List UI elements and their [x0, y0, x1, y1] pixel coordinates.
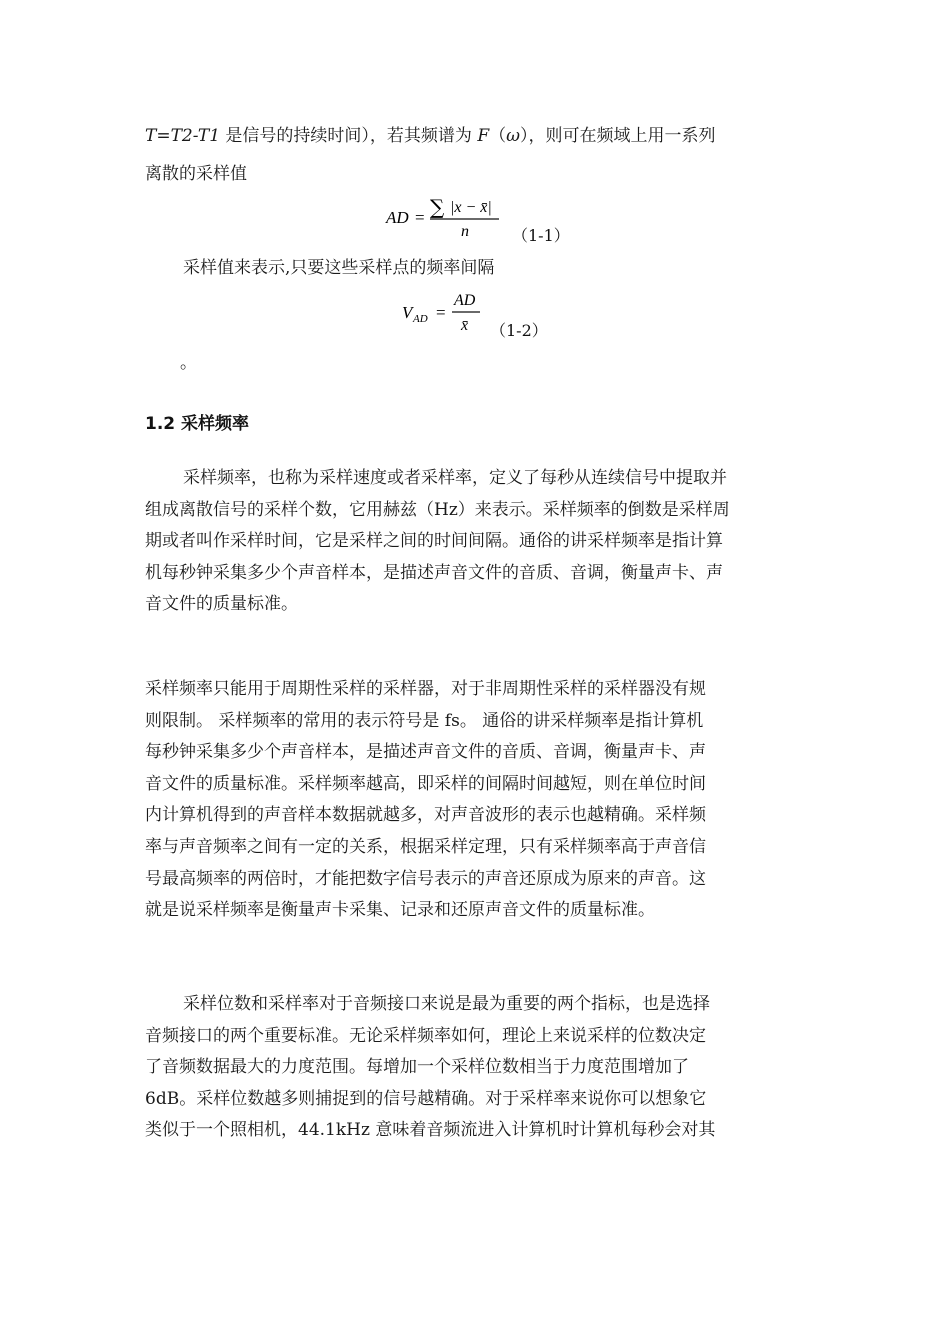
formula2-denominator: x̄: [461, 317, 469, 334]
formula2-numerator: AD: [454, 292, 476, 309]
formula-1-1: [382, 193, 512, 241]
paragraph-line: 期或者叫作采样时间，它是采样之间的时间间隔。通俗的讲采样频率是指计算: [145, 531, 723, 552]
paragraph-line: 每秒钟采集多少个声音样本，是描述声音文件的音质、音调，衡量声卡、声: [145, 742, 706, 763]
omega-symbol: ω: [506, 126, 521, 146]
intro-line-2: 离散的采样值: [145, 164, 247, 184]
formula2-eq: =: [436, 303, 446, 322]
paragraph-line: 内计算机得到的声音样本数据就越多，对声音波形的表示也越精确。采样频: [145, 805, 706, 826]
intro-line-1: [145, 126, 716, 146]
intro-text-rest: ），则可在频域上用一系列: [520, 126, 716, 146]
formula-1-2: [398, 286, 498, 338]
intro-text-mid: 是信号的持续时间），若其频谱为: [220, 126, 478, 146]
paragraph-line: 采样频率，也称为采样速度或者采样率，定义了每秒从连续信号中提取并: [183, 468, 727, 488]
paragraph-line: 采样频率只能用于周期性采样的采样器，对于非周期性采样的采样器没有规: [145, 679, 706, 699]
paragraph-line: 号最高频率的两倍时，才能把数字信号表示的声音还原成为原来的声音。这: [145, 868, 706, 889]
formula2-lhs-subscript: AD: [413, 313, 428, 325]
paragraph-line: 音文件的质量标准。采样频率越高，即采样的间隔时间越短，则在单位时间: [145, 773, 706, 794]
paragraph-line: 机每秒钟采集多少个声音样本，是描述声音文件的音质、音调，衡量声卡、声: [145, 562, 723, 583]
paragraph-line: 采样位数和采样率对于音频接口来说是最为重要的两个指标，也是选择: [183, 994, 710, 1014]
formula2-number: （1-2）: [490, 321, 548, 340]
formula2-lhs: V: [402, 303, 413, 322]
period-mark: 。: [180, 353, 197, 373]
paragraph-line: 了音频数据最大的力度范围。每增加一个采样位数相当于力度范围增加了: [145, 1057, 689, 1078]
paragraph-line: 音文件的质量标准。: [145, 594, 298, 615]
duration-expression: T=T2-T1: [145, 126, 221, 146]
spectrum-symbol: F: [477, 126, 490, 146]
paragraph-3: [145, 989, 810, 1147]
intro-paren: （: [489, 126, 507, 146]
mid-text-line: 采样值来表示,只要这些采样点的频率间隔: [183, 258, 495, 278]
paragraph-line: 就是说采样频率是衡量声卡采集、记录和还原声音文件的质量标准。: [145, 900, 655, 921]
formula1-eq: =: [415, 208, 425, 227]
paragraph-line: 则限制。 采样频率的常用的表示符号是 fs。 通俗的讲采样频率是指计算机: [145, 710, 704, 731]
paragraph-line: 组成离散信号的采样个数，它用赫兹（Hz）来表示。采样频率的倒数是采样周: [145, 499, 730, 520]
paragraph-line: 率与声音频率之间有一定的关系，根据采样定理，只有采样频率高于声音信: [145, 836, 706, 857]
formula1-denominator: n: [461, 223, 469, 240]
formula1-number: （1-1）: [512, 226, 570, 245]
paragraph-line: 类似于一个照相机，44.1kHz 意味着音频流进入计算机时计算机每秒会对其: [145, 1120, 716, 1141]
formula1-sum: ∑: [430, 195, 445, 219]
paragraph-line: 6dB。采样位数越多则捕捉到的信号越精确。对于采样率来说你可以想象它: [145, 1088, 707, 1109]
paragraph-1: [145, 463, 810, 621]
formula1-lhs: AD: [386, 208, 409, 227]
section-heading: 1.2 采样频率: [145, 414, 250, 434]
formula1-numerator: |x − x̄|: [450, 199, 492, 216]
paragraph-2: [145, 674, 810, 927]
paragraph-line: 音频接口的两个重要标准。无论采样频率如何，理论上来说采样的位数决定: [145, 1025, 706, 1046]
